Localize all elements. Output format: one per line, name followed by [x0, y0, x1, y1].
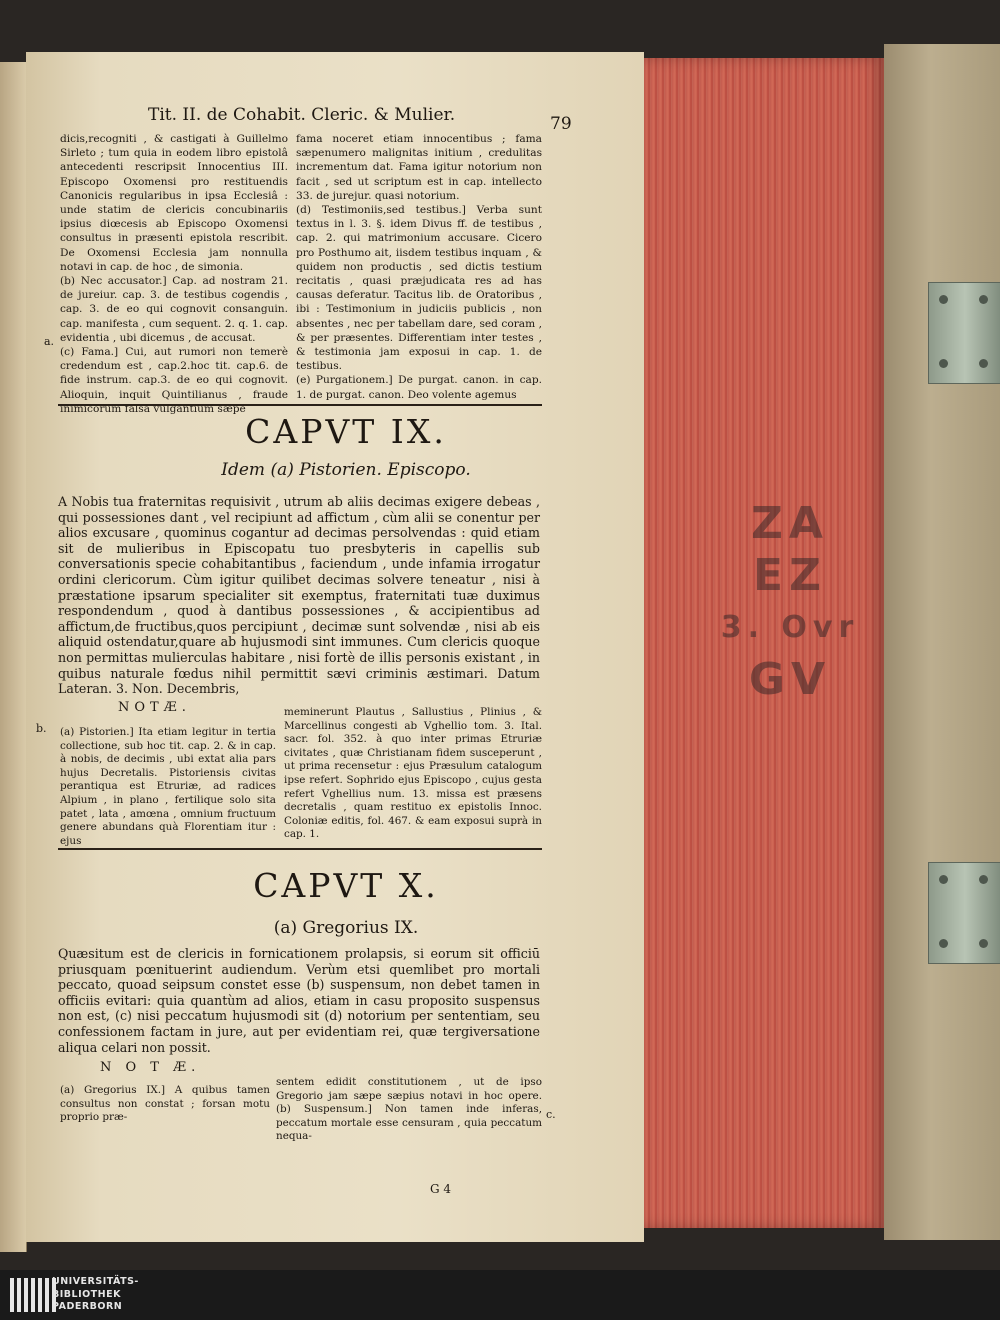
stamp-line: EZ	[753, 550, 827, 601]
top-left-notes	[60, 132, 288, 416]
note-a-gregorius: (a) Gregorius IX.] A quibus tamen consultus non constat ; forsan motu proprio præ-	[60, 1084, 270, 1124]
caput-x-notae: N O T Æ.	[100, 1060, 201, 1075]
logo-line: BIBLIOTHEK	[52, 1288, 121, 1300]
signature-mark: G 4	[430, 1182, 452, 1196]
library-logo-icon	[10, 1278, 56, 1312]
brass-clasp-icon	[928, 282, 1000, 384]
caput-ix-note-left	[60, 726, 276, 848]
note-a-pistorien: (a) Pistorien.] Ita etiam legitur in tertia collectione, sub hoc tit. cap. 2. & in cap. à nobis, de decimis , ubi extat alia pars hujus Decretalis. Pistoriensis civitas perantiqua est Etruriæ, ad radices Alpium , in plano , fertilique solo sita patet , lata , amœna , omnium fructuum genere abundans quà Florentiam itur : ejus	[60, 726, 276, 847]
ownership-stamp	[700, 498, 880, 706]
caput-ix-note-right	[284, 706, 542, 842]
section-rule	[58, 848, 542, 850]
book-cover	[884, 44, 1000, 1240]
logo-line: PADERBORN	[52, 1301, 123, 1312]
running-header: Tit. II. de Cohabit. Cleric. & Mulier.	[148, 105, 456, 125]
caput-ix-text: A Nobis tua fraternitas requisivit , utrum ab aliis decimas exigere debeas , qui possessiones dant , vel recipiunt ad affictum , cùm alii se conentur per alios excusare , quominus cogantur ad decimas persolvendas : quid etiam sit de mulieribus in Episcopatu tuo presbyteris in capellis sub conversationis specie cohabitantibus , faciendum , unde infamia irrogatur ordini clericorum. Cùm igitur quilibet decimas solvere teneatur , nisi à præstatione ipsarum specialiter sit exemptus, fraternitati tuæ duximus respondendum , quod à dantibus possessiones , & accipientibus ad affictum,de fructibus,quos percipiunt , decimæ sunt solvendæ , nisi ab eis aliquid ostendatur,quare ab hujusmodi sint immunes. Cum clericis quoque non permittas mulierculas habitare , nisi fortè de illis personis existant , in quibus naturale fœdus nihil permittit sævi criminis æstimari. Datum Lateran. 3. Non. Decembris,	[58, 494, 540, 697]
note-b-suspensum: sentem edidit constitutionem , ut de ipso Gregorio jam sæpe sæpius notavi in hoc opere. (b) Suspensum.] Non tamen inde inferas, peccatum mortale esse censuram , quia peccatum nequa-	[276, 1076, 542, 1143]
previous-page-edge	[0, 62, 27, 1252]
stamp-line: 3. Ovr	[720, 610, 860, 645]
caput-x-subtitle: (a) Gregorius IX.	[273, 918, 419, 938]
note-continuation: fama noceret etiam innocentibus ; fama sæpenumero malignitas initium , credulitas incrementum dat. Fama igitur notorium non facit , sed ut scriptum est in cap. intellecto 33. de jurejur. quasi notorium.	[296, 133, 542, 202]
footer-bar	[0, 1270, 1000, 1320]
caput-ix-title: CAPVT IX.	[245, 412, 447, 451]
top-right-notes	[296, 132, 542, 402]
note-e: (e) Purgationem.] De purgat. canon. in cap. 1. de purgat. canon. Deo volente agemus	[296, 374, 542, 401]
caput-ix-notae: NOTÆ.	[118, 700, 191, 715]
note-c: (c) Fama.] Cui, aut rumori non temerè credendum est , cap.2.hoc tit. cap.6. de fide instrum. cap.3. de eo qui cognovit. Alioquin, inquit Quintilianus , fraude inimicorum falsa vulgantium sæpe	[60, 346, 288, 415]
caput-x-note-left	[60, 1084, 270, 1125]
caput-x-text: Quæsitum est de clericis in fornicationem prolapsis, si eorum sit officiū priusquam pœnituerint audiendum. Verùm etsi quemlibet pro mortali peccato, quoad seipsum constet esse (b) suspensum, non debet tamen in officiis evitari: quia quantùm ad alios, etiam in casu proposito suspensus non est, (c) nisi peccatum hujusmodi sit (d) notorium per sententiam, seu confessionem factam in jure, aut per evidentiam rei, quæ tergiversatione aliqua celari non possit.	[58, 946, 540, 1055]
page-number: 79	[550, 114, 572, 134]
logo-line: UNIVERSITÄTS-	[52, 1276, 139, 1287]
stamp-line: ZA	[751, 498, 829, 549]
library-logo-text	[52, 1276, 139, 1314]
book-page	[26, 52, 644, 1242]
caput-ix-body	[58, 494, 540, 697]
note-continuation-right: meminerunt Plautus , Sallustius , Plinius , & Marcellinus congesti ab Vghellio tom. 3. Ital. sacr. fol. 352. à quo inter primas Etruriæ civitates , quæ Christianam fidem susceperunt , ut prima recensetur : ejus Præsulum catalogum ipse refert. Sophrido ejus Episcopo , cujus gesta refert Vghellius num. 13. missa est præsens decretalis , quam restituo ex epistolis Innoc. Coloniæ editis, fol. 467. & eam exposui suprà in cap. 1.	[284, 706, 542, 841]
caput-x-title: CAPVT X.	[253, 866, 439, 905]
note-b: (b) Nec accusator.] Cap. ad nostram 21. de jureiur. cap. 3. de testibus cogendis , cap. 3. de eo qui cognovit consanguin. cap. manifesta , cum sequent. 2. q. 1. cap. evidentia , ubi dicemus , de accusat.	[60, 275, 288, 344]
margin-letter: b.	[36, 722, 47, 735]
brass-clasp-icon	[928, 862, 1000, 964]
margin-letter: a.	[44, 335, 55, 348]
caput-x-body	[58, 946, 540, 1055]
note-d: (d) Testimoniis,sed testibus.] Verba sunt textus in l. 3. §. idem Divus ff. de testibus , cap. 2. qui matrimonium accusare. Cicero pro Posthumo ait, iisdem testibus inquam , & quidem non productis , sed dictis testium recitatis , quasi præjudicata res ad has causas deferatur. Tacitus lib. de Oratoribus , ibi : Testimonium in judiciis publicis , non absentes , nec per tabellam dare, sed coram , & per præsentes. Differentiam inter testes , & testimonia jam exposui in cap. 1. de testibus.	[296, 204, 542, 373]
margin-letter: c.	[546, 1108, 556, 1121]
caput-x-note-right	[276, 1076, 542, 1144]
note-paragraph: dicis,recogniti , & castigati à Guillelmo Sirleto ; tum quia in eodem libro epistolâ antecedenti rescripsit Innocentius III. Episcopo Oxomensi pro restituendis Canonicis regularibus in ipsa Ecclesiâ : unde statim de clericis concubinariis ipsius diœcesis ab Episcopo Oxomensi consultus in præsenti epistola rescribit. De Oxomensi Ecclesia jam nonnulla notavi in cap. de hoc , de simonia.	[60, 133, 288, 273]
stamp-line: GV	[748, 654, 832, 705]
caput-ix-subtitle: Idem (a) Pistorien. Episcopo.	[221, 460, 471, 480]
section-rule	[58, 404, 542, 406]
